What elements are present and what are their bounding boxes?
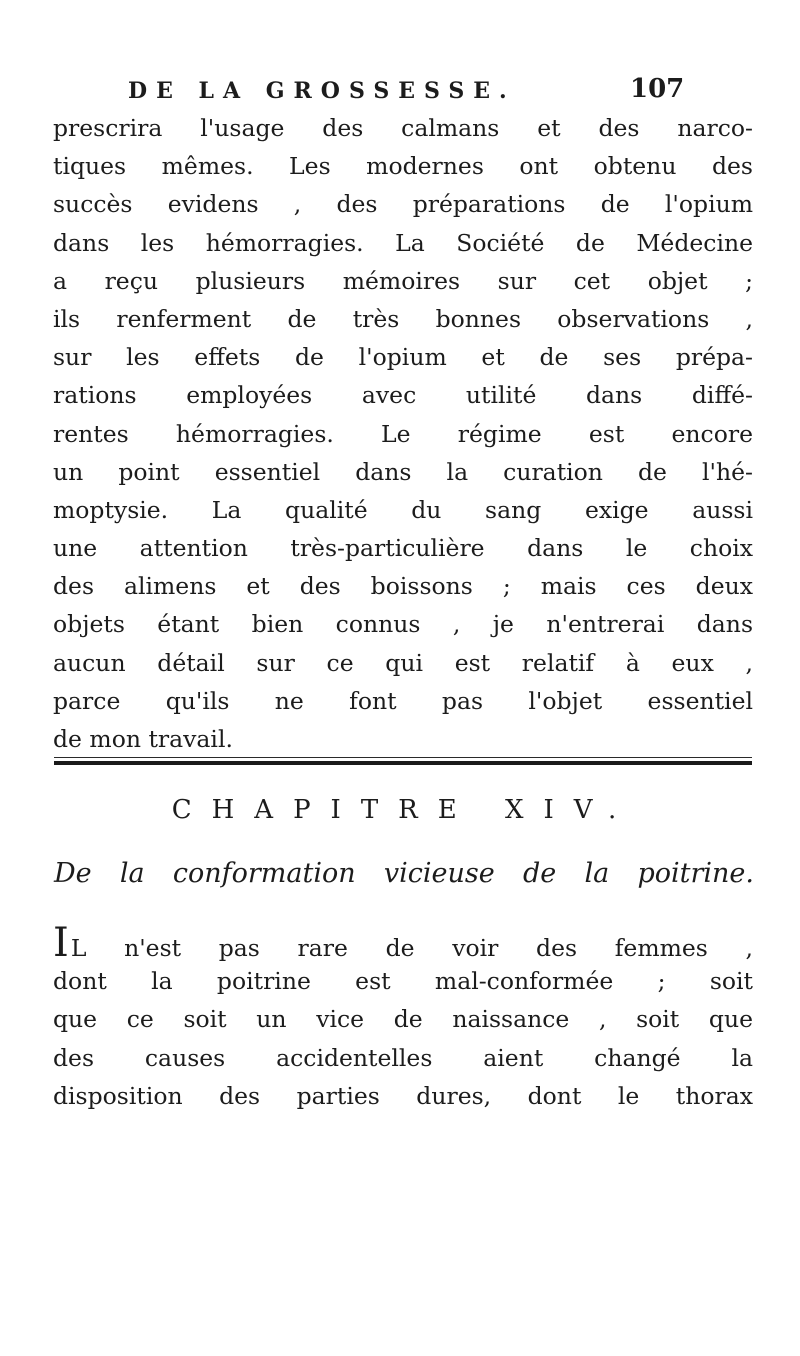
text-line: dont la poitrine est mal-conformée ; soit (53, 967, 753, 996)
text-line: un point essentiel dans la curation de l'hé- (53, 457, 753, 486)
drop-cap: I (53, 920, 69, 966)
paragraph-opium-treatment (53, 109, 753, 758)
text-line: ils renferment de très bonnes observations , (53, 304, 753, 333)
text-line: moptysie. La qualité du sang exige aussi (53, 495, 753, 524)
chapter-heading: CHAPITRE XIV. (171, 795, 637, 825)
text-line: objets étant bien connus , je n'entrerai dans (53, 610, 753, 639)
page-number: 107 (630, 74, 685, 104)
text-line: parce qu'ils ne font pas l'objet essentiel (53, 686, 753, 715)
text-line: disposition des parties dures, dont le thorax (53, 1081, 753, 1110)
text-line: tiques mêmes. Les modernes ont obtenu des (53, 152, 753, 181)
text-line: des alimens et des boissons ; mais ces deux (53, 572, 753, 601)
text-line: aucun détail sur ce qui est relatif à eux , (53, 648, 753, 677)
text-line-first (53, 920, 753, 966)
paragraph-chest-malformation (53, 920, 753, 1115)
text-line: une attention très-particulière dans le choix (53, 534, 753, 563)
text-line: succès evidens , des préparations de l'opium (53, 190, 753, 219)
text-line: rations employées avec utilité dans diffé- (53, 381, 753, 410)
chapter-subtitle: De la conformation vicieuse de la poitrine. (54, 858, 754, 889)
text-line: rentes hémorragies. Le régime est encore (53, 419, 753, 448)
divider-thin-rule (54, 757, 752, 758)
text-line-rest: L n'est pas rare de voir des femmes , (70, 934, 753, 962)
text-line: que ce soit un vice de naissance , soit que (53, 1005, 753, 1034)
text-line: de mon travail. (53, 725, 233, 753)
text-line: a reçu plusieurs mémoires sur cet objet ; (53, 266, 753, 295)
text-line: sur les effets de l'opium et de ses prépa- (53, 343, 753, 372)
divider-thick-rule (54, 761, 752, 765)
running-head: DE LA GROSSESSE. (128, 78, 516, 104)
text-line: prescrira l'usage des calmans et des narco- (53, 114, 753, 142)
section-divider (54, 757, 752, 765)
text-line: dans les hémorragies. La Société de Médecine (53, 228, 753, 257)
text-line: des causes accidentelles aient changé la (53, 1043, 753, 1072)
